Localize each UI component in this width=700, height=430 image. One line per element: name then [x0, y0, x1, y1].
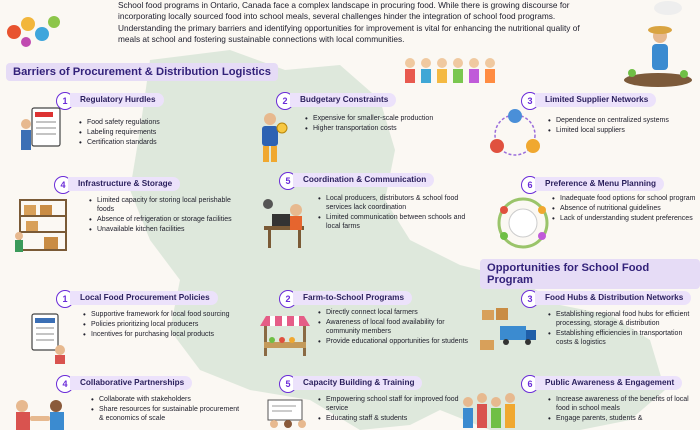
bullet-item: • Establishing efficiencies in transportation costs & logistics [547, 329, 697, 347]
barriers-heading: Barriers of Procurement & Distribution Logistics [6, 63, 278, 81]
number-badge: 4 [54, 176, 72, 194]
bullet-item: • Inadequate food options for school program [551, 194, 696, 203]
rules-clipboard-icon [18, 104, 64, 156]
barrier-card-2 [276, 92, 476, 152]
bullet-item: • Certification standards [78, 138, 248, 147]
number-badge: 3 [521, 92, 539, 110]
card-title: Coordination & Communication [293, 173, 434, 187]
painted-hands-icon [4, 4, 66, 50]
bullet-item: • Collaborate with stakeholders [90, 395, 240, 404]
card-title: Budgetary Constraints [290, 93, 396, 107]
bullet-item: • Supportive framework for local food sourcing [82, 310, 232, 319]
storage-shelves-icon [14, 196, 70, 254]
bullet-item: • Increase awareness of the benefits of local food in school meals [547, 395, 697, 413]
bullet-list [547, 395, 697, 424]
number-badge: 5 [279, 375, 297, 393]
number-badge: 1 [56, 290, 74, 308]
barrier-card-3 [521, 92, 696, 142]
card-title: Food Hubs & Distribution Networks [535, 291, 691, 305]
children-group-icon [402, 56, 500, 86]
bullet-list [317, 395, 477, 424]
farmer-icon [618, 18, 696, 88]
bullet-item: • Share resources for sustainable procurement & economics of scale [90, 405, 240, 423]
bullet-item: • Unavailable kitchen facilities [88, 225, 238, 234]
bullet-item: • Expensive for smaller-scale production [304, 114, 479, 123]
number-badge: 3 [521, 290, 539, 308]
bullet-item: • Food safety regulations [78, 118, 248, 127]
bullet-item: • Educating staff & students [317, 414, 477, 423]
crowd-icon [460, 392, 522, 430]
bullet-item: • Absence of nutritional guidelines [551, 204, 696, 213]
bullet-list [317, 194, 479, 232]
number-badge: 6 [521, 375, 539, 393]
opportunity-card-4 [56, 375, 261, 430]
number-badge: 6 [521, 176, 539, 194]
number-badge: 5 [279, 172, 297, 190]
card-title: Limited Supplier Networks [535, 93, 656, 107]
food-plate-icon [496, 196, 550, 250]
card-title: Capacity Building & Training [293, 376, 422, 390]
bullet-list [90, 395, 240, 424]
distribution-truck-icon [476, 304, 538, 356]
bullet-list [547, 116, 697, 136]
card-title: Regulatory Hurdles [70, 93, 164, 107]
bullet-list [88, 196, 238, 235]
bullet-item: • Engage parents, students & [547, 414, 697, 423]
bullet-list [551, 194, 696, 224]
card-title: Infrastructure & Storage [68, 177, 180, 191]
barrier-card-1 [56, 92, 256, 162]
bullet-item: • Higher transportation costs [304, 124, 479, 133]
supplier-network-icon [488, 108, 542, 162]
card-title: Preference & Menu Planning [535, 177, 664, 191]
bullet-item: • Awareness of local food availability for community members [317, 318, 472, 336]
number-badge: 2 [279, 290, 297, 308]
number-badge: 2 [276, 92, 294, 110]
bullet-list [78, 118, 248, 148]
market-stall-icon [256, 312, 314, 358]
bullet-item: • Policies prioritizing local producers [82, 320, 232, 329]
bullet-item: • Limited local suppliers [547, 126, 697, 135]
barrier-card-4 [54, 176, 254, 252]
policies-icon [20, 310, 68, 364]
number-badge: 4 [56, 375, 74, 393]
number-badge: 1 [56, 92, 74, 110]
bullet-item: • Limited communication between schools and local farms [317, 213, 479, 231]
bullet-list [304, 114, 479, 134]
bullet-item: • Empowering school staff for improved food service [317, 395, 477, 413]
bullet-item: • Lack of understanding student preferences [551, 214, 696, 223]
bullet-item: • Limited capacity for storing local perishable foods [88, 196, 238, 214]
bullet-list [82, 310, 232, 340]
bullet-item: • Absence of refrigeration or storage facilities [88, 215, 238, 224]
bullet-item: • Directly connect local farmers [317, 308, 472, 317]
opportunity-card-6 [521, 375, 696, 430]
card-title: Public Awareness & Engagement [535, 376, 682, 390]
opportunity-card-1 [56, 290, 261, 366]
card-title: Collaborative Partnerships [70, 376, 192, 390]
bullet-list [317, 308, 472, 347]
training-icon [264, 398, 310, 430]
bullet-item: • Provide educational opportunities for students [317, 337, 472, 346]
bullet-list [547, 310, 697, 348]
bullet-item: • Local producers, distributors & school food services lack coordination [317, 194, 479, 212]
bullet-item: • Establishing regional food hubs for efficient processing, storage & distribution [547, 310, 697, 328]
bullet-item: • Labeling requirements [78, 128, 248, 137]
office-worker-icon [260, 196, 316, 252]
intro-paragraph: School food programs in Ontario, Canada face a complex landscape in procuring food. While there is growing discourse for incorporating locally sourced food into school meals, several challenges hinder the integration of school food programs. Understanding the primary barriers and identifying opportunities for improvement is vital for enhancing the nutritional quality of meals at school and fostering sustainable connections with local communities. [118, 0, 580, 45]
chef-icon [648, 0, 688, 16]
handshake-icon [10, 398, 70, 430]
bullet-item: • Incentives for purchasing local products [82, 330, 232, 339]
money-person-icon [252, 112, 288, 166]
card-title: Local Food Procurement Policies [70, 291, 218, 305]
opportunity-card-3 [521, 290, 696, 366]
opportunities-heading: Opportunities for School Food Program [480, 259, 700, 289]
card-title: Farm-to-School Programs [293, 291, 412, 305]
bullet-item: • Dependence on centralized systems [547, 116, 697, 125]
